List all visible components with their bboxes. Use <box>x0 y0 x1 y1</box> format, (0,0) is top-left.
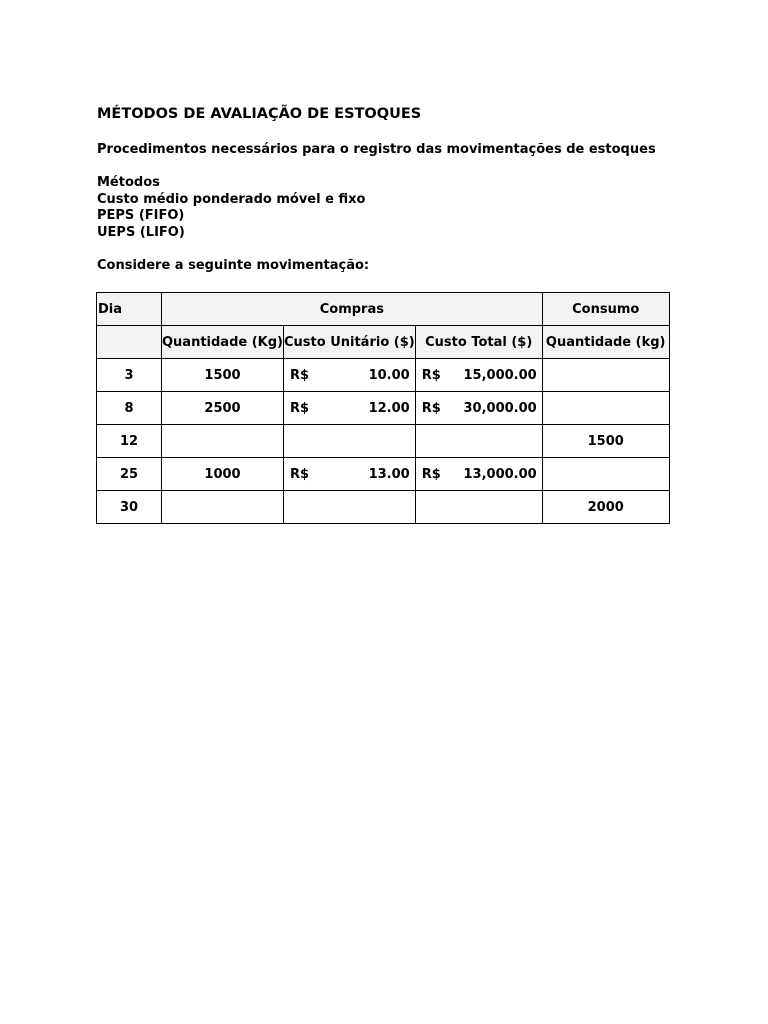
cell-custo-unitario <box>284 359 416 392</box>
header-custo-total: Custo Total ($) <box>415 326 542 359</box>
cell-custo-total <box>415 458 542 491</box>
cell-custo-total <box>415 425 542 458</box>
header-consumo: Consumo <box>542 293 669 326</box>
cell-custo-unitario <box>284 392 416 425</box>
cell-dia: 25 <box>97 458 162 491</box>
table-row <box>97 458 670 491</box>
header-compras: Compras <box>162 293 543 326</box>
currency-symbol: R$ <box>421 466 441 482</box>
amount-value: 13,000.00 <box>463 466 537 482</box>
table-row <box>97 425 670 458</box>
currency-symbol: R$ <box>290 367 310 383</box>
header-empty <box>97 326 162 359</box>
header-consumo-quantidade: Quantidade (kg) <box>542 326 669 359</box>
cell-custo-total <box>415 491 542 524</box>
currency-symbol: R$ <box>290 466 310 482</box>
cell-custo-total <box>415 359 542 392</box>
cell-dia: 30 <box>97 491 162 524</box>
cell-quantidade: 1000 <box>162 458 284 491</box>
cell-quantidade: 1500 <box>162 359 284 392</box>
table-subheader-row <box>97 326 670 359</box>
cell-custo-total <box>415 392 542 425</box>
cell-dia: 8 <box>97 392 162 425</box>
method-item: UEPS (LIFO) <box>97 225 185 240</box>
amount-value: 15,000.00 <box>463 367 537 383</box>
movement-table <box>96 292 670 524</box>
method-item: Custo médio ponderado móvel e fixo <box>97 192 366 207</box>
table-row <box>97 392 670 425</box>
cell-quantidade <box>162 491 284 524</box>
methods-heading: Métodos <box>97 175 160 190</box>
amount-value: 12.00 <box>368 400 410 416</box>
cell-consumo: 2000 <box>542 491 669 524</box>
cell-quantidade <box>162 425 284 458</box>
table-row <box>97 491 670 524</box>
method-item: PEPS (FIFO) <box>97 208 185 223</box>
amount-value: 10.00 <box>368 367 410 383</box>
consider-text: Considere a seguinte movimentação: <box>97 258 370 273</box>
subtitle: Procedimentos necessários para o registro das movimentações de estoques <box>97 142 656 157</box>
currency-symbol: R$ <box>290 400 310 416</box>
cell-custo-unitario <box>284 491 416 524</box>
header-custo-unitario: Custo Unitário ($) <box>284 326 416 359</box>
currency-symbol: R$ <box>421 367 441 383</box>
cell-consumo <box>542 392 669 425</box>
cell-dia: 12 <box>97 425 162 458</box>
cell-dia: 3 <box>97 359 162 392</box>
table-header-row <box>97 293 670 326</box>
page-title: MÉTODOS DE AVALIAÇÃO DE ESTOQUES <box>97 106 422 122</box>
cell-custo-unitario <box>284 458 416 491</box>
cell-consumo <box>542 359 669 392</box>
cell-consumo <box>542 458 669 491</box>
amount-value: 30,000.00 <box>463 400 537 416</box>
header-dia: Dia <box>97 293 162 326</box>
header-quantidade: Quantidade (Kg) <box>162 326 284 359</box>
cell-consumo: 1500 <box>542 425 669 458</box>
cell-custo-unitario <box>284 425 416 458</box>
cell-quantidade: 2500 <box>162 392 284 425</box>
table-body <box>97 359 670 524</box>
amount-value: 13.00 <box>368 466 410 482</box>
table-row <box>97 359 670 392</box>
currency-symbol: R$ <box>421 400 441 416</box>
